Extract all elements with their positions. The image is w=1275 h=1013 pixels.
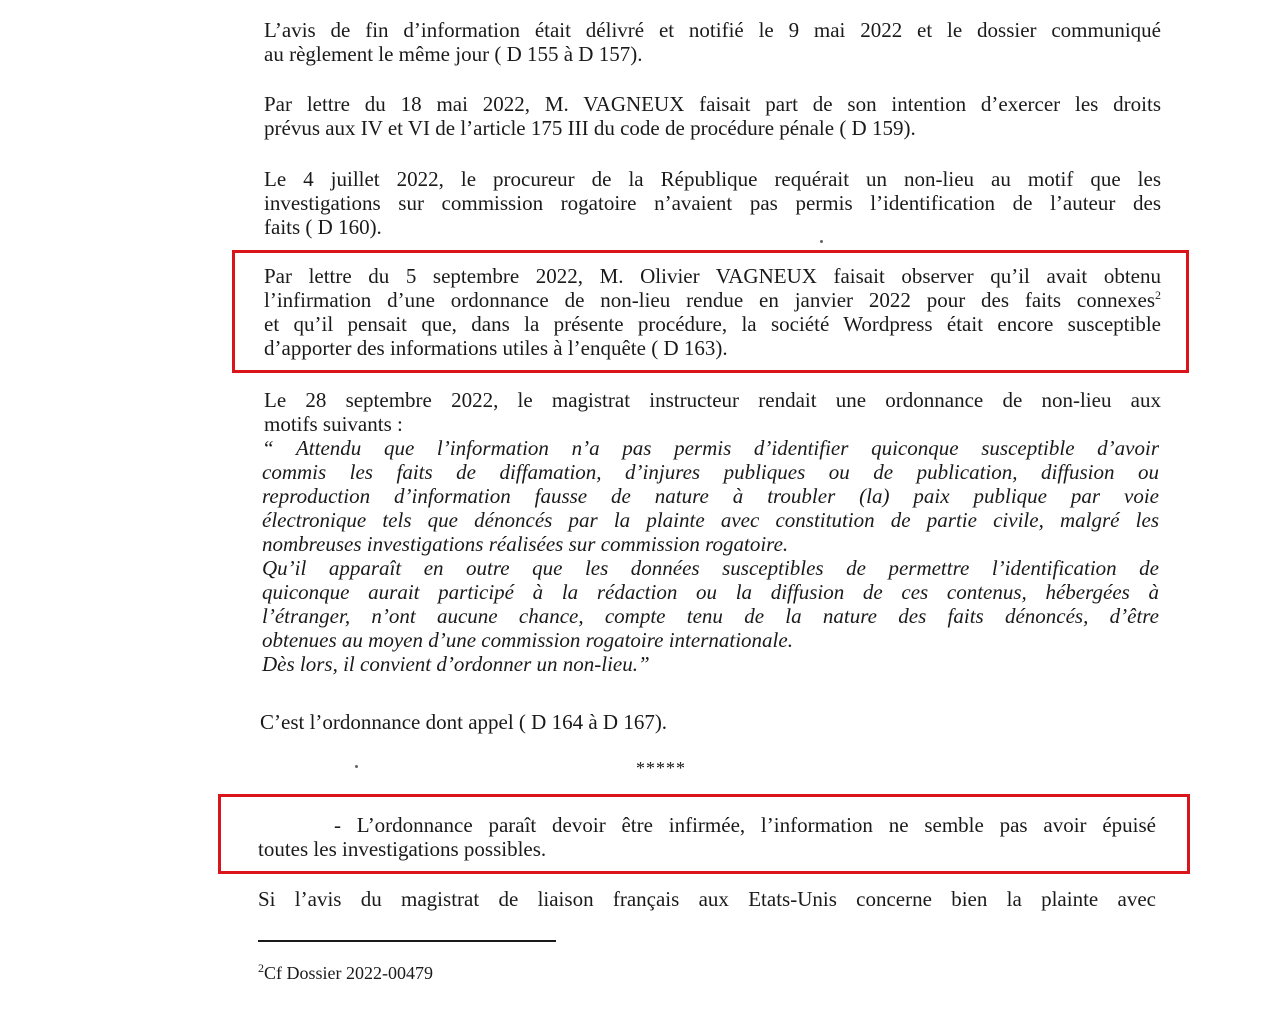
quote-line: quiconque aurait participé à la rédaction ou la diffusion de ces contenus, hébergées à: [262, 580, 1159, 604]
paragraph-ordonnance-appel: [260, 710, 1157, 734]
text-segment: l’infirmation d’une ordonnance de non-lieu rendue en janvier 2022 pour des faits connexes: [264, 288, 1155, 312]
quote-line: Qu’il apparaît en outre que les données susceptibles de permettre l’identification de: [262, 556, 1159, 580]
paragraph-avis-magistrat-liaison: [258, 887, 1156, 911]
text-segment: - L’ordonnance paraît devoir être infirmée, l’information ne semble pas avoir épuisé: [334, 813, 1156, 837]
quote-line: “ Attendu que l’information n’a pas permis d’identifier quiconque susceptible d’avoir: [262, 436, 1159, 460]
text-line: investigations sur commission rogatoire n’avaient pas permis l’identification de l’auteur des: [264, 191, 1161, 215]
text-line: [258, 813, 1156, 837]
footnote-reference: 2: [1155, 288, 1161, 302]
quote-line: l’étranger, n’ont aucune chance, compte tenu de la nature des faits dénoncés, d’être: [262, 604, 1159, 628]
text-line: C’est l’ordonnance dont appel ( D 164 à D 167).: [260, 710, 668, 734]
paragraph-requisitoire-4-juillet: [264, 167, 1161, 239]
text-line: Le 28 septembre 2022, le magistrat instructeur rendait une ordonnance de non-lieu aux: [264, 388, 1161, 412]
quote-line: obtenues au moyen d’une commission rogatoire internationale.: [262, 628, 793, 652]
paragraph-infirmation: [258, 813, 1156, 861]
footnote-marker: 2: [258, 961, 264, 975]
quote-line: Dès lors, il convient d’ordonner un non-lieu.”: [262, 652, 650, 676]
text-line: toutes les investigations possibles.: [258, 837, 547, 861]
quote-line: nombreuses investigations réalisées sur commission rogatoire.: [262, 532, 789, 556]
text-line: d’apporter des informations utiles à l’enquête ( D 163).: [264, 336, 728, 360]
text-line: Le 4 juillet 2022, le procureur de la République requérait un non-lieu au motif que les: [264, 167, 1161, 191]
quote-line: commis les faits de diffamation, d’injures publiques ou de publication, diffusion ou: [262, 460, 1159, 484]
paragraph-lettre-18-mai: [264, 92, 1161, 140]
text-line: Si l’avis du magistrat de liaison français aux Etats-Unis concerne bien la plainte avec: [258, 887, 1156, 911]
paragraph-lettre-5-septembre: [264, 264, 1161, 360]
text-line: prévus aux IV et VI de l’article 175 III du code de procédure pénale ( D 159).: [264, 116, 916, 140]
text-line: au règlement le même jour ( D 155 à D 157).: [264, 42, 643, 66]
quoted-motifs: [262, 436, 1159, 676]
quote-line: électronique tels que dénoncés par la plainte avec constitution de partie civile, malgré les: [262, 508, 1159, 532]
text-line: motifs suivants :: [264, 412, 403, 436]
text-line: L’avis de fin d’information était délivré et notifié le 9 mai 2022 et le dossier communiqué: [264, 18, 1161, 42]
footnote: [258, 962, 433, 984]
text-line: Par lettre du 18 mai 2022, M. VAGNEUX faisait part de son intention d’exercer les droits: [264, 92, 1161, 116]
section-separator: *****: [636, 758, 686, 778]
text-line: et qu’il pensait que, dans la présente procédure, la société Wordpress était encore susceptible: [264, 312, 1161, 336]
quote-line: reproduction d’information fausse de nature à troubler (la) paix publique par voie: [262, 484, 1159, 508]
scan-speck: [355, 765, 358, 768]
text-line: faits ( D 160).: [264, 215, 382, 239]
paragraph-avis-fin-information: [264, 18, 1161, 66]
scan-speck: [820, 240, 823, 243]
paragraph-ordonnance-28-septembre: [264, 388, 1161, 436]
text-line: Par lettre du 5 septembre 2022, M. Olivier VAGNEUX faisait observer qu’il avait obtenu: [264, 264, 1161, 288]
footnote-rule: [258, 940, 556, 942]
footnote-text: Cf Dossier 2022-00479: [264, 963, 433, 983]
text-line: [264, 288, 1161, 312]
